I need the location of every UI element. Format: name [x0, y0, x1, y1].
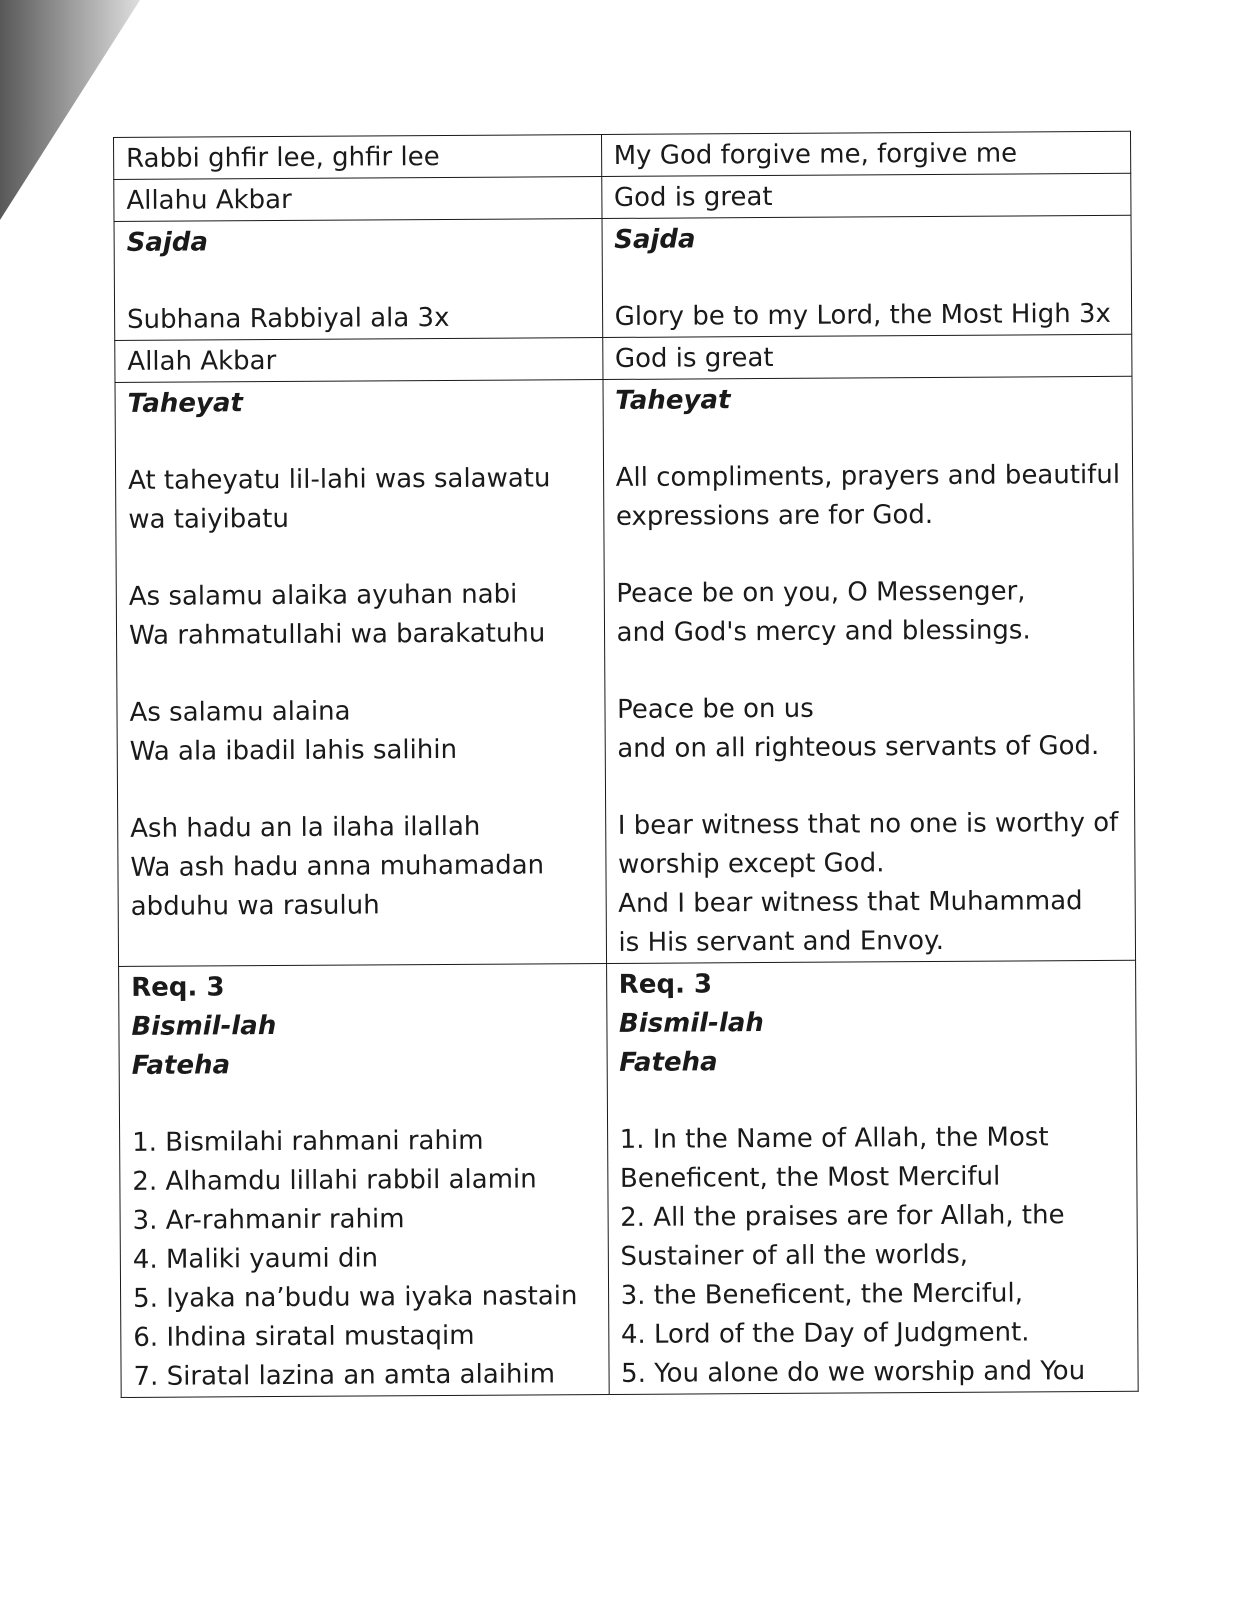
table-row — [114, 131, 1131, 179]
table-row — [115, 376, 1136, 966]
cell-english: Req. 3 Bismil-lah Fateha 1. In the Name of Allah, the Most Beneficent, the Most Merciful 2. All the praises are for Allah, the Sustainer of all the worlds, 3. the Beneficent, the Merciful, 4. Lord of the Day of Judgment. 5. You alone do we worship and You — [606, 960, 1138, 1394]
requirement-label: Req. 3 — [131, 972, 225, 1003]
cell-arabic: Taheyat At taheyatu lil-lahi was salawatu wa taiyibatu As salamu alaika ayuhan nabi Wa rahmatullahi wa barakatuhu As salamu alaina Wa ala ibadil lahis salihin Ash hadu an la ilaha ilallah Wa ash hadu anna muhamadan abduhu wa rasuluh — [115, 380, 606, 967]
table-row — [119, 960, 1139, 1397]
cell-arabic: Allah Akbar — [115, 338, 603, 383]
requirement-label: Req. 3 — [618, 969, 713, 1000]
prayer-table — [113, 131, 1139, 1398]
table-row — [114, 215, 1132, 340]
cell-arabic: Rabbi ghfir lee, ghfir lee — [114, 135, 602, 180]
section-heading: Fateha — [131, 1050, 231, 1081]
section-heading: Bismil-lah — [618, 1008, 764, 1039]
cell-arabic: Sajda Subhana Rabbiyal ala 3x — [114, 219, 602, 341]
section-heading: Taheyat — [615, 385, 731, 416]
cell-english: Sajda Glory be to my Lord, the Most High 3x — [602, 215, 1132, 337]
cell-arabic: Req. 3 Bismil-lah Fateha 1. Bismilahi rahmani rahim 2. Alhamdu lillahi rabbil alamin 3. Ar-rahmanir rahim 4. Maliki yaumi din 5. Iyaka na’budu wa iyaka nastain 6. Ihdina siratal mustaqim 7. Siratal lazina an amta alaihim — [119, 964, 609, 1398]
section-heading: Fateha — [619, 1047, 718, 1078]
section-heading: Sajda — [614, 224, 696, 255]
cell-english: Taheyat All compliments, prayers and beautiful expressions are for God. Peace be on you, O Messenger, and God's mercy and blessings. Peace be on us and on all righteous servants of God. I bear witness that no one is worthy of worship except God. And I bear witness that Muhammad is His servant and Envoy. — [603, 376, 1136, 963]
cell-english: My God forgive me, forgive me — [601, 131, 1131, 176]
cell-english: God is great — [602, 334, 1132, 379]
section-heading: Sajda — [126, 227, 209, 258]
cell-english: God is great — [601, 173, 1131, 218]
table-row — [114, 173, 1131, 221]
section-heading: Taheyat — [127, 388, 243, 419]
cell-arabic: Allahu Akbar — [114, 177, 602, 222]
table-row — [115, 334, 1132, 382]
section-heading: Bismil-lah — [131, 1011, 277, 1042]
